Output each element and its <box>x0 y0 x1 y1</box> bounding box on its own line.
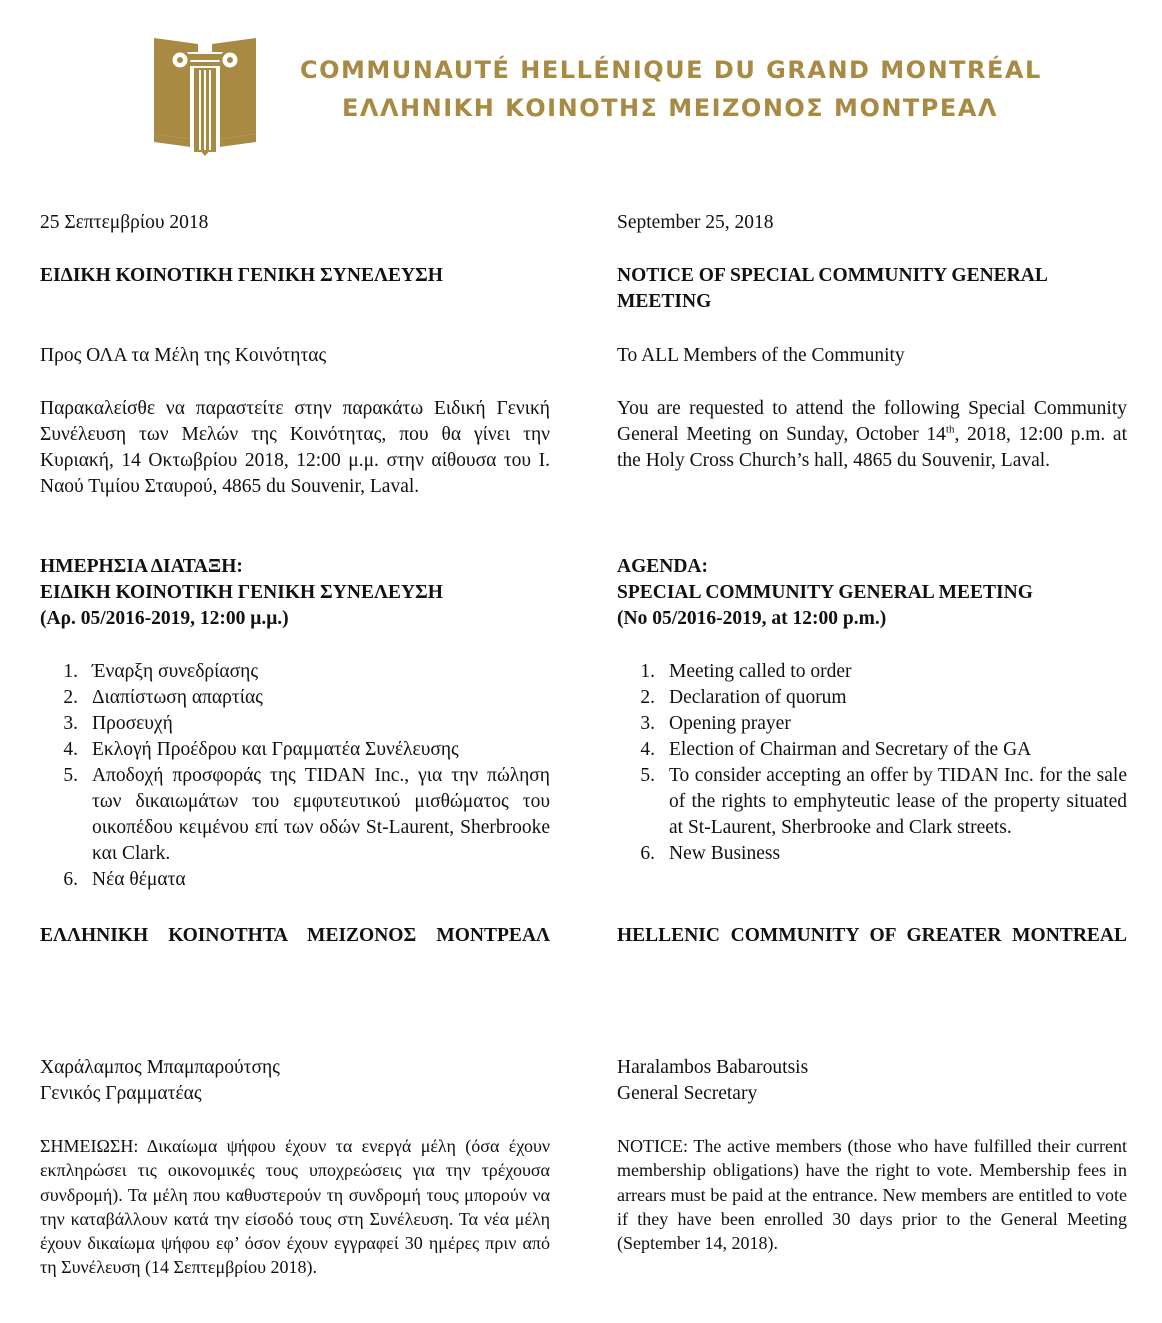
list-item-number: 1. <box>640 661 655 682</box>
english-agenda-heading-line-2: SPECIAL COMMUNITY GENERAL MEETING <box>617 582 1033 603</box>
list-item <box>617 841 1127 867</box>
list-item <box>40 711 550 737</box>
list-item-text: Declaration of quorum <box>669 687 847 708</box>
greek-notice: ΣΗΜΕΙΩΣΗ: Δικαίωμα ψήφου έχουν τα ενεργά μέλη (όσα έχουν εκπληρώσει τις οικονομικές τους υποχρεώσεις για την τρέχουσα συνδρομή). Τα μέλη που καθυστερούν τη συνδρομή τους μπορούν να την καταβάλλουν κατά την είσοδό τους στη Συνέλευση. Τα νέα μέλη έχουν δικαίωμα ψήφου εφ’ όσον έχουν εγγραφεί 30 ημέρες πριν από τη Συνέλευση (14 Σεπτεμβρίου 2018). <box>40 1136 550 1278</box>
list-item-text: Νέα θέματα <box>92 869 186 890</box>
list-item-text: Προσευχή <box>92 713 173 734</box>
list-item <box>617 659 1127 685</box>
list-item-number: 2. <box>63 687 78 708</box>
greek-addressee: Προς ΟΛΑ τα Μέλη της Κοινότητας <box>40 345 327 366</box>
greek-agenda-heading-line-1: ΗΜΕΡΗΣΙΑ ΔΙΑΤΑΞΗ: <box>40 556 243 577</box>
greek-title: ΕΙΔΙΚΗ ΚΟΙΝΟΤΙΚΗ ΓΕΝΙΚΗ ΣΥΝΕΛΕΥΣΗ <box>40 265 443 286</box>
list-item-text: Meeting called to order <box>669 661 852 682</box>
list-item-number: 4. <box>63 739 78 760</box>
list-item-number: 4. <box>640 739 655 760</box>
list-item-number: 3. <box>63 713 78 734</box>
list-item <box>40 659 550 685</box>
english-date: September 25, 2018 <box>617 212 774 233</box>
list-item-number: 1. <box>63 661 78 682</box>
greek-agenda-heading <box>40 554 550 632</box>
english-intro <box>617 396 1127 474</box>
greek-signer-title: Γενικός Γραμματέας <box>40 1083 202 1104</box>
list-item <box>617 763 1127 841</box>
english-agenda-list <box>617 659 1127 867</box>
list-item <box>617 737 1127 763</box>
list-item-number: 5. <box>640 765 655 786</box>
english-signer-title: General Secretary <box>617 1083 758 1104</box>
list-item <box>40 867 550 893</box>
greek-intro: Παρακαλείσθε να παραστείτε στην παρακάτω Ειδική Γενική Συνέλευση των Μελών της Κοινότητας, που θα γίνει την Κυριακή, 14 Οκτωβρίου 2018, 12:00 μ.μ. στην αίθουσα του Ι. Ναού Τιμίου Σταυρού, 4865 du Souvenir, Laval. <box>40 398 550 497</box>
english-signer-name: Haralambos Babaroutsis <box>617 1057 809 1078</box>
list-item <box>40 763 550 867</box>
english-org-name: HELLENIC COMMUNITY OF GREATER MONTREAL <box>617 925 1127 946</box>
ionic-column-book-logo <box>150 30 260 160</box>
greek-signer-name: Χαράλαμπος Μπαμπαρούτσης <box>40 1057 280 1078</box>
list-item-text: Διαπίστωση απαρτίας <box>92 687 263 708</box>
list-item-number: 6. <box>640 843 655 864</box>
list-item <box>617 685 1127 711</box>
list-item-text: Election of Chairman and Secretary of the GA <box>669 739 1032 760</box>
english-agenda-heading <box>617 554 1127 632</box>
list-item-text: Εκλογή Προέδρου και Γραμματέα Συνέλευσης <box>92 739 459 760</box>
list-item-text: Opening prayer <box>669 713 791 734</box>
greek-date: 25 Σεπτεμβρίου 2018 <box>40 212 209 233</box>
english-intro-part-1: You are requested to attend the following Special Community General Meeting on Sunday, October 14 <box>617 398 1127 445</box>
letterhead <box>150 30 1042 165</box>
greek-agenda-heading-line-2: ΕΙΔΙΚΗ ΚΟΙΝΟΤΙΚΗ ΓΕΝΙΚΗ ΣΥΝΕΛΕΥΣΗ <box>40 582 443 603</box>
list-item <box>40 685 550 711</box>
greek-agenda-heading-line-3: (Αρ. 05/2016-2019, 12:00 μ.μ.) <box>40 608 289 629</box>
list-item-text: Έναρξη συνεδρίασης <box>92 661 259 682</box>
list-item-number: 3. <box>640 713 655 734</box>
list-item-number: 6. <box>63 869 78 890</box>
english-agenda-heading-line-3: (No 05/2016-2019, at 12:00 p.m.) <box>617 608 887 629</box>
english-addressee: To ALL Members of the Community <box>617 345 905 366</box>
list-item-number: 2. <box>640 687 655 708</box>
greek-org-name: ΕΛΛΗΝΙΚΗ ΚΟΙΝΟΤΗΤΑ ΜΕΙΖΟΝΟΣ ΜΟΝΤΡΕΑΛ <box>40 925 550 946</box>
header-title-greek: ΕΛΛΗΝΙΚΗ ΚΟΙΝΟΤΗΣ ΜΕΙΖΟΝΟΣ ΜΟΝΤΡΕΑΛ <box>342 94 998 122</box>
list-item <box>617 711 1127 737</box>
english-intro-part-2: , 2018, 12:00 p.m. at the Holy Cross Church’s hall, 4865 du Souvenir, Laval. <box>617 424 1127 471</box>
english-intro-superscript: th <box>945 423 955 436</box>
list-item-text: To consider accepting an offer by TIDAN Inc. for the sale of the rights to emphyteutic lease of the property situated at St-Laurent, Sherbrooke and Clark streets. <box>669 765 1127 838</box>
greek-agenda-list <box>40 659 550 893</box>
list-item-number: 5. <box>63 765 78 786</box>
list-item-text: Αποδοχή προσφοράς της TIDAN Inc., για την πώληση των δικαιωμάτων του εμφυτευτικού μισθώματος του οικοπέδου κειμένου επί των οδών St-Laurent, Sherbrooke και Clark. <box>92 765 550 864</box>
english-agenda-heading-line-1: AGENDA: <box>617 556 708 577</box>
english-title: NOTICE OF SPECIAL COMMUNITY GENERAL MEETING <box>617 265 1047 312</box>
english-notice: NOTICE: The active members (those who have fulfilled their current membership obligations) have the right to vote. Membership fees in arrears must be paid at the entrance. New members are entitled to vote if they have been enrolled 30 days prior to the General Meeting (September 14, 2018). <box>617 1136 1127 1254</box>
header-title-french: COMMUNAUTÉ HELLÉNIQUE DU GRAND MONTRÉAL <box>300 56 1042 84</box>
list-item <box>40 737 550 763</box>
list-item-text: New Business <box>669 843 781 864</box>
